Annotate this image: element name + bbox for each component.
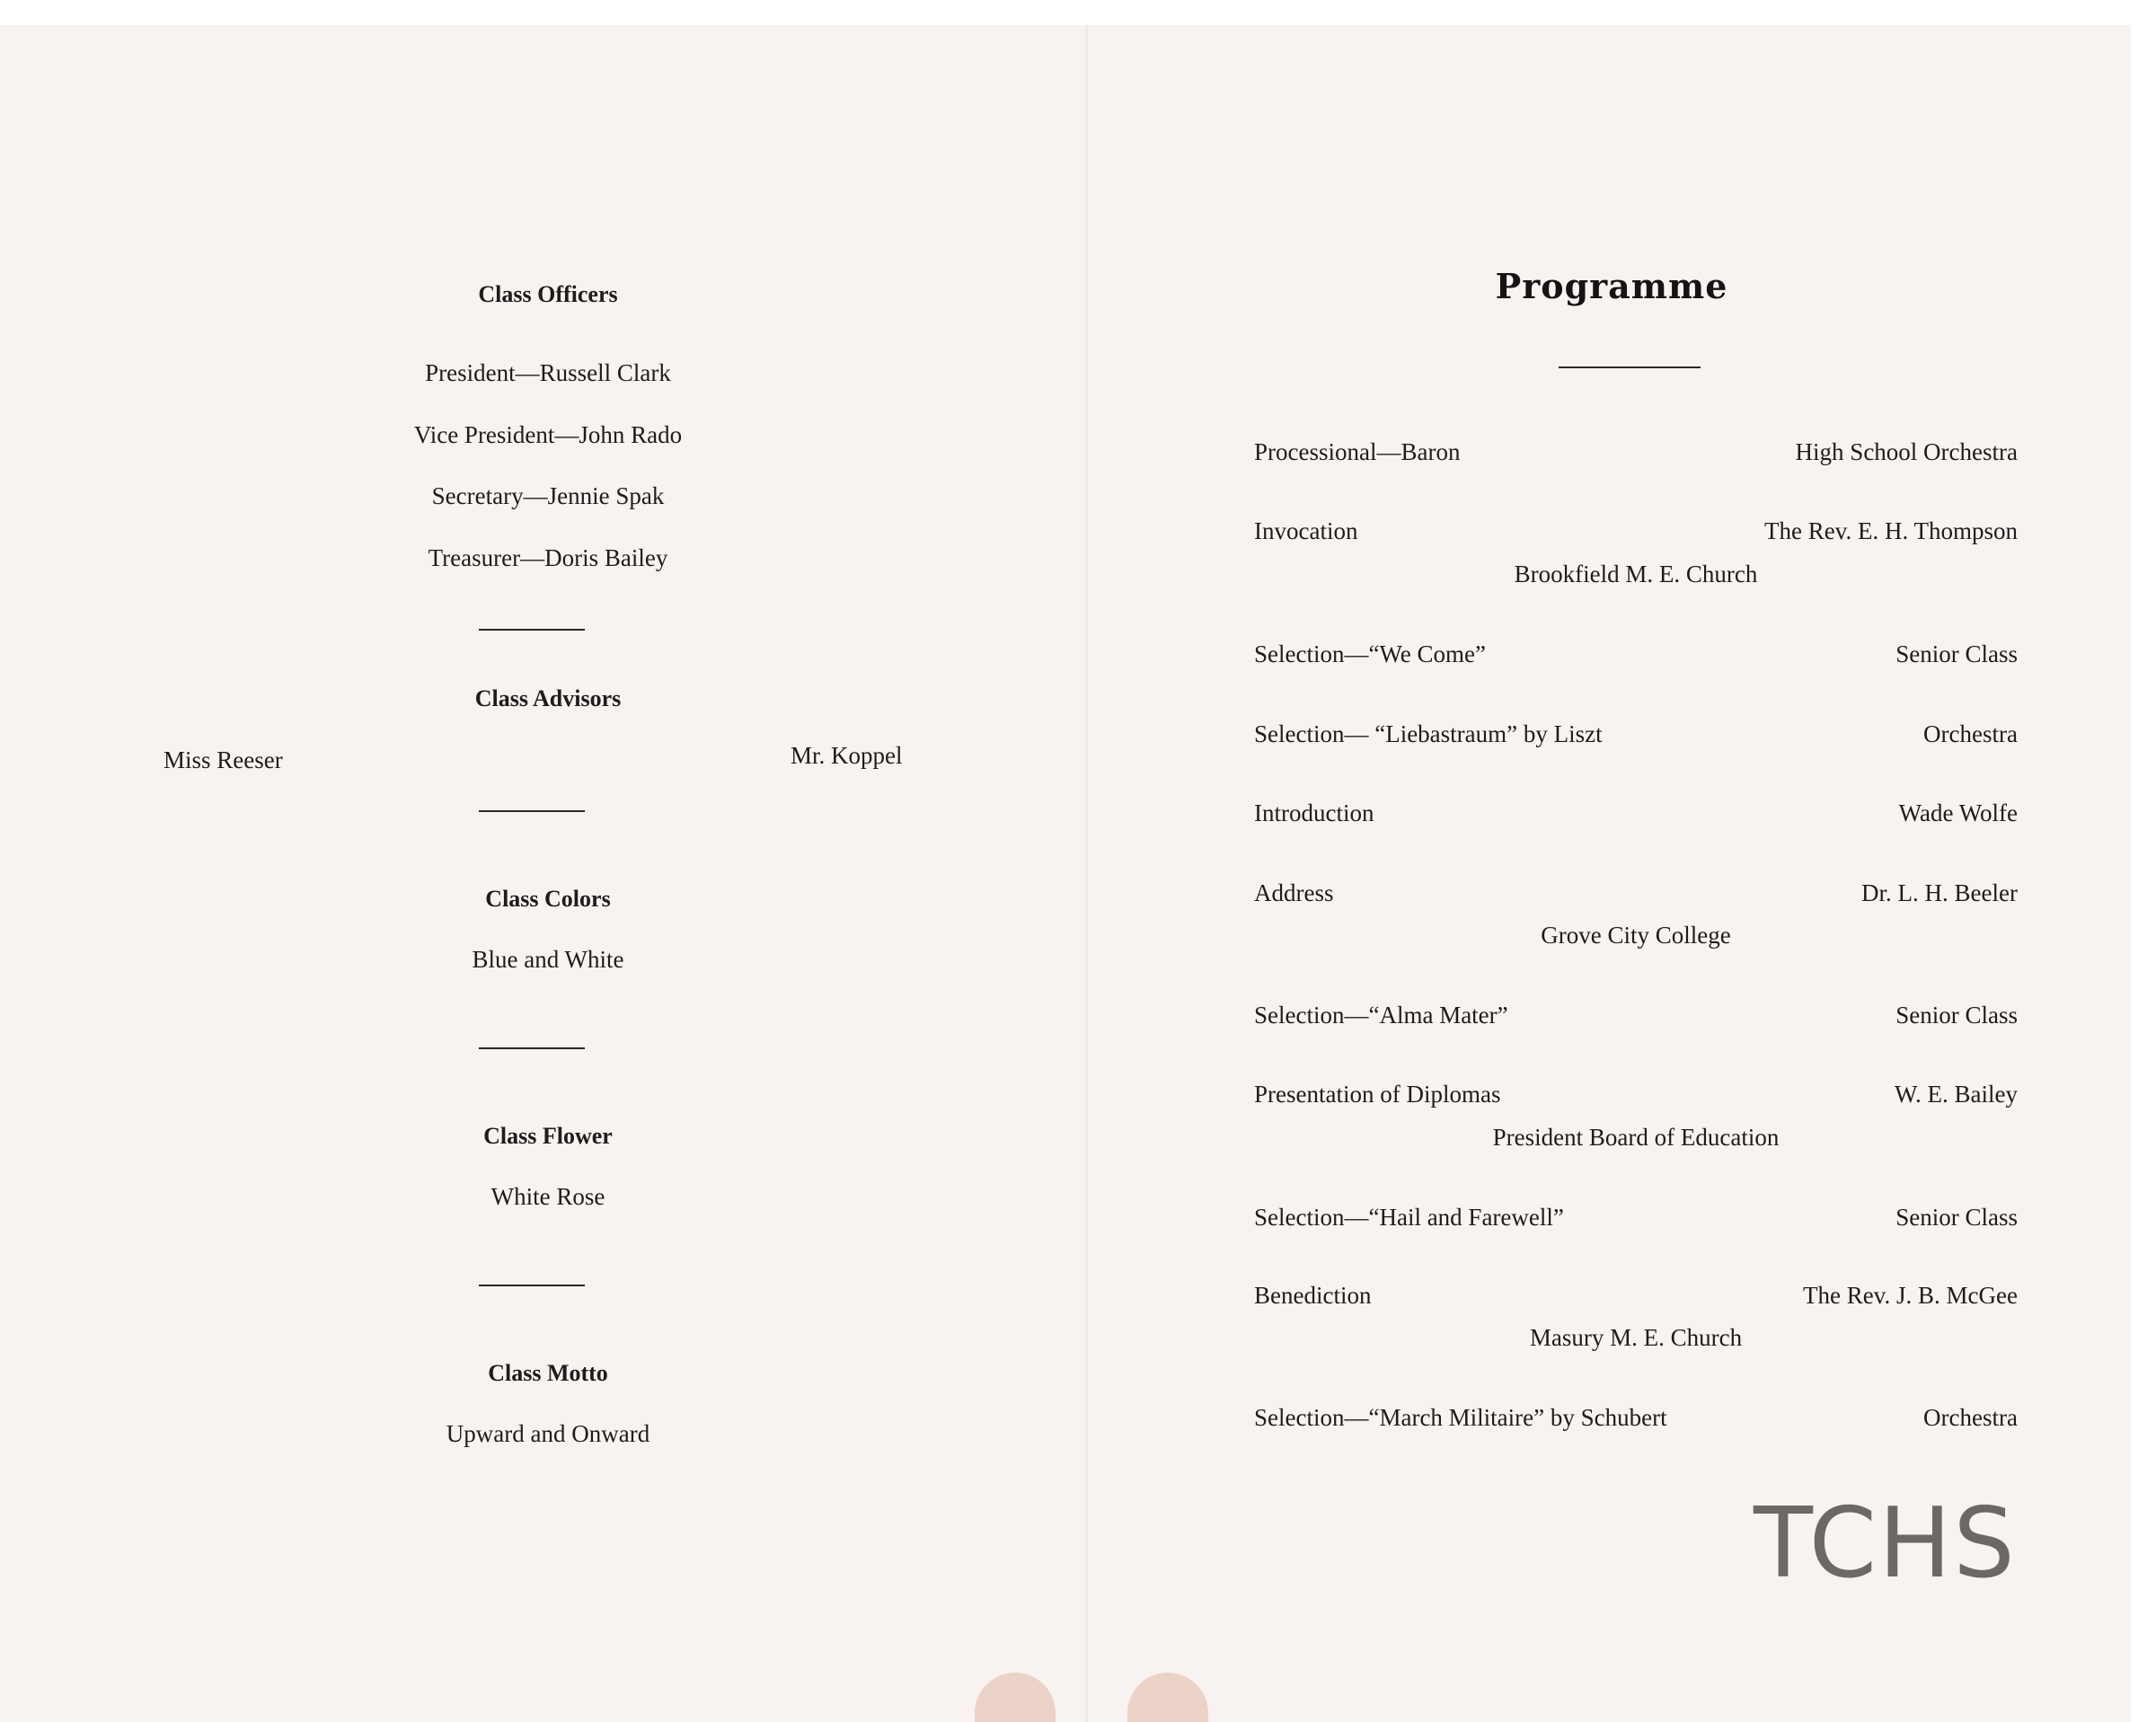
- watermark: TCHS: [1754, 1488, 2017, 1600]
- colors-value: Blue and White: [472, 946, 624, 973]
- motto-heading: Class Motto: [488, 1360, 608, 1386]
- program-item-title: Selection—“Alma Mater”: [1254, 1002, 1508, 1029]
- advisors-heading: Class Advisors: [474, 685, 622, 711]
- advisor-right: Mr. Koppel: [791, 742, 903, 769]
- program-item-title: Invocation: [1254, 517, 1358, 544]
- program-sheet: [0, 25, 2131, 1722]
- program-item-affiliation: Brookfield M. E. Church: [1514, 561, 1758, 587]
- divider: [479, 1285, 585, 1286]
- program-item-title: Presentation of Diplomas: [1254, 1081, 1501, 1108]
- left-panel: [0, 25, 1085, 1722]
- program-item-performer: Orchestra: [1923, 1404, 2018, 1431]
- officer-president: President—Russell Clark: [425, 359, 671, 386]
- program-item-performer: High School Orchestra: [1795, 438, 2018, 465]
- program-item-performer: The Rev. J. B. McGee: [1803, 1282, 2018, 1309]
- program-item-title: Address: [1254, 879, 1334, 906]
- program-item-performer: Senior Class: [1895, 1002, 2018, 1029]
- program-item-title: Benediction: [1254, 1282, 1372, 1309]
- officer-secretary: Secretary—Jennie Spak: [431, 482, 665, 509]
- motto-value: Upward and Onward: [446, 1420, 650, 1447]
- program-item-title: Selection—“We Come”: [1254, 640, 1486, 667]
- program-item-affiliation: President Board of Education: [1492, 1124, 1780, 1151]
- divider: [479, 1047, 585, 1049]
- program-item-performer: W. E. Bailey: [1895, 1081, 2018, 1108]
- program-item-affiliation: Grove City College: [1541, 922, 1731, 949]
- program-item-title: Selection—“March Militaire” by Schubert: [1254, 1404, 1667, 1431]
- program-item-title: Selection— “Liebastraum” by Liszt: [1254, 720, 1603, 747]
- program-item-title: Introduction: [1254, 799, 1374, 826]
- program-item-affiliation: Masury M. E. Church: [1529, 1324, 1743, 1351]
- program-item-title: Selection—“Hail and Farewell”: [1254, 1204, 1564, 1231]
- program-item-performer: Senior Class: [1895, 640, 2018, 667]
- program-item-performer: Senior Class: [1895, 1204, 2018, 1231]
- right-panel: [1088, 25, 2131, 1722]
- program-item-performer: The Rev. E. H. Thompson: [1764, 517, 2018, 544]
- program-item-performer: Wade Wolfe: [1898, 799, 2018, 826]
- program-item-title: Processional—Baron: [1254, 438, 1461, 465]
- program-item-performer: Dr. L. H. Beeler: [1861, 879, 2018, 906]
- flower-value: White Rose: [490, 1183, 605, 1210]
- officers-heading: Class Officers: [478, 281, 618, 307]
- program-item-performer: Orchestra: [1923, 720, 2018, 747]
- advisor-left: Miss Reeser: [163, 746, 283, 773]
- flower-heading: Class Flower: [483, 1123, 613, 1149]
- colors-heading: Class Colors: [485, 886, 611, 912]
- divider: [1559, 366, 1701, 368]
- divider: [479, 629, 585, 631]
- officer-vice-president: Vice President—John Rado: [413, 421, 683, 448]
- divider: [479, 810, 585, 812]
- officer-treasurer: Treasurer—Doris Bailey: [428, 544, 668, 571]
- programme-title: Programme: [1495, 266, 1728, 306]
